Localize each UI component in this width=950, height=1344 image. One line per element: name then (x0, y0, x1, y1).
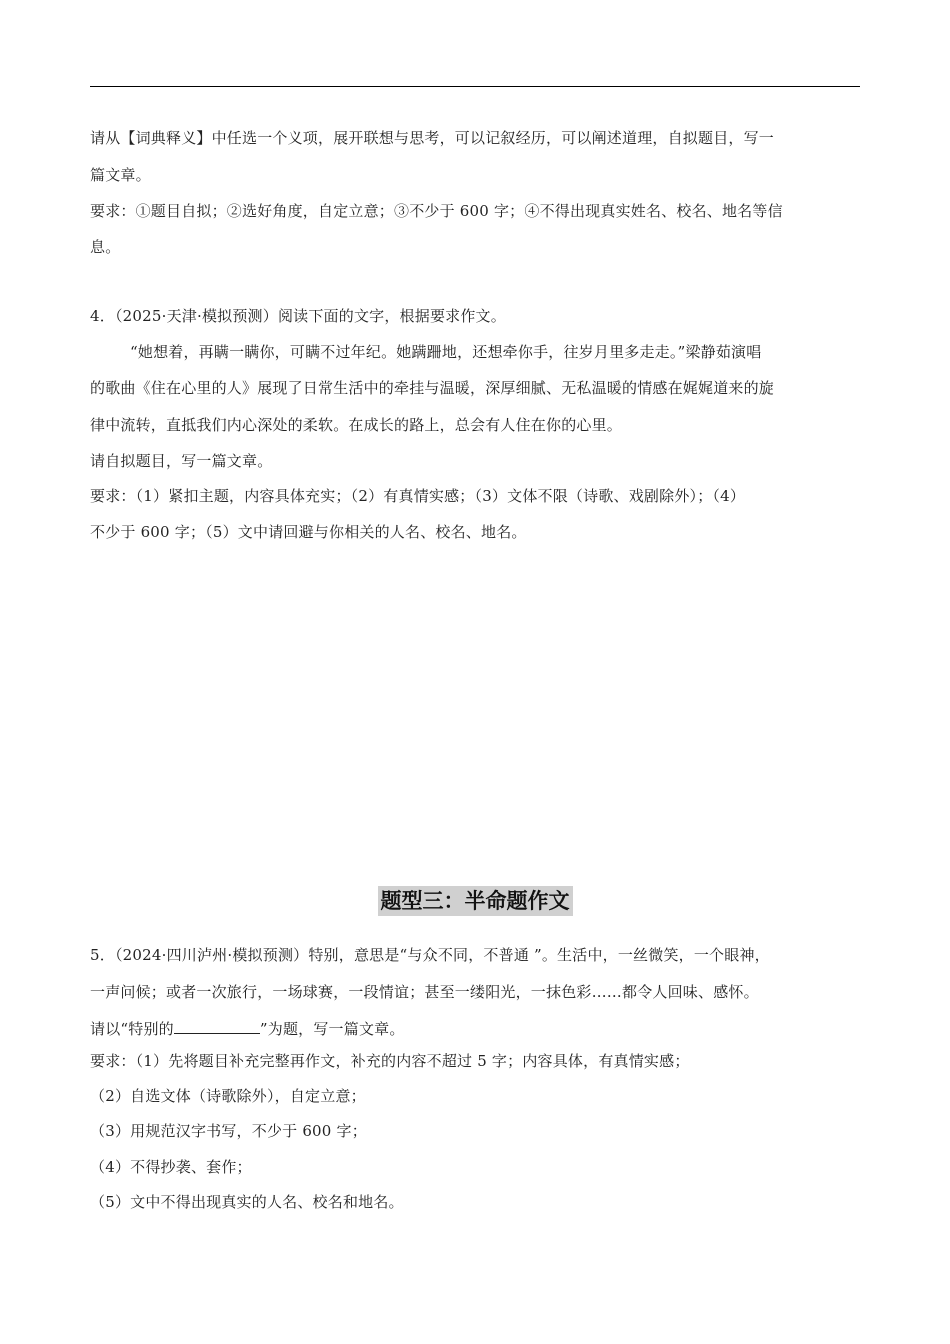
header-rule (90, 86, 860, 87)
section-title-text: 题型三：半命题作文 (378, 886, 573, 916)
q3-text-line-1: 请从【词典释义】中任选一个义项，展开联想与思考，可以记叙经历，可以阐述道理，自拟题目，写一 (90, 129, 775, 147)
q4-passage-line-2: 的歌曲《住在心里的人》展现了日常生活中的牵挂与温暖，深厚细腻、无私温暖的情感在娓娓道来的旋 (90, 379, 775, 397)
q3-text-line-2: 篇文章。 (90, 166, 151, 184)
q4-header: 4．（2025·天津·模拟预测）阅读下面的文字，根据要求作文。 (90, 307, 506, 325)
section-title (0, 886, 950, 916)
q4-passage-line-3: 律中流转，直抵我们内心深处的柔软。在成长的路上，总会有人住在你的心里。 (90, 416, 623, 434)
title-blank (174, 1017, 260, 1034)
q5-passage-line-2: 一声问候；或者一次旅行，一场球赛，一段情谊；甚至一缕阳光，一抹色彩……都令人回味、感怀。 (90, 983, 759, 1001)
q5-requirement-3: （3）用规范汉字书写，不少于 600 字； (90, 1122, 367, 1140)
q4-requirements-line-2: 不少于 600 字；（5）文中请回避与你相关的人名、校名、地名。 (90, 523, 527, 541)
q5-instruction-suffix: ”为题，写一篇文章。 (259, 1020, 405, 1038)
q3-requirements-line-1: 要求：①题目自拟；②选好角度，自定立意；③不少于 600 字；④不得出现真实姓名、校名、地名等信 (90, 202, 783, 220)
q5-instruction (90, 1017, 405, 1039)
q5-header: 5．（2024·四川泸州·模拟预测）特别，意思是“与众不同，不普通 ”。生活中，一丝微笑，一个眼神， (90, 946, 770, 964)
q5-requirement-1: 要求：（1）先将题目补充完整再作文，补充的内容不超过 5 字；内容具体，有真情实感； (90, 1052, 690, 1070)
q4-requirements-line-1: 要求：（1）紧扣主题，内容具体充实；（2）有真情实感；（3）文体不限（诗歌、戏剧除外）；（4） (90, 487, 746, 505)
q5-requirement-4: （4）不得抄袭、套作； (90, 1158, 252, 1176)
q4-instruction: 请自拟题目，写一篇文章。 (90, 452, 273, 470)
q4-passage-line-1: “她想着，再瞒一瞒你，可瞒不过年纪。她蹒跚地，还想牵你手，往岁月里多走走。”梁静茹演唱 (130, 343, 762, 361)
q5-requirement-5: （5）文中不得出现真实的人名、校名和地名。 (90, 1193, 404, 1211)
q3-requirements-line-2: 息。 (90, 238, 121, 256)
q5-instruction-prefix: 请以“特别的 (90, 1020, 174, 1038)
q5-requirement-2: （2）自选文体（诗歌除外），自定立意； (90, 1087, 366, 1105)
